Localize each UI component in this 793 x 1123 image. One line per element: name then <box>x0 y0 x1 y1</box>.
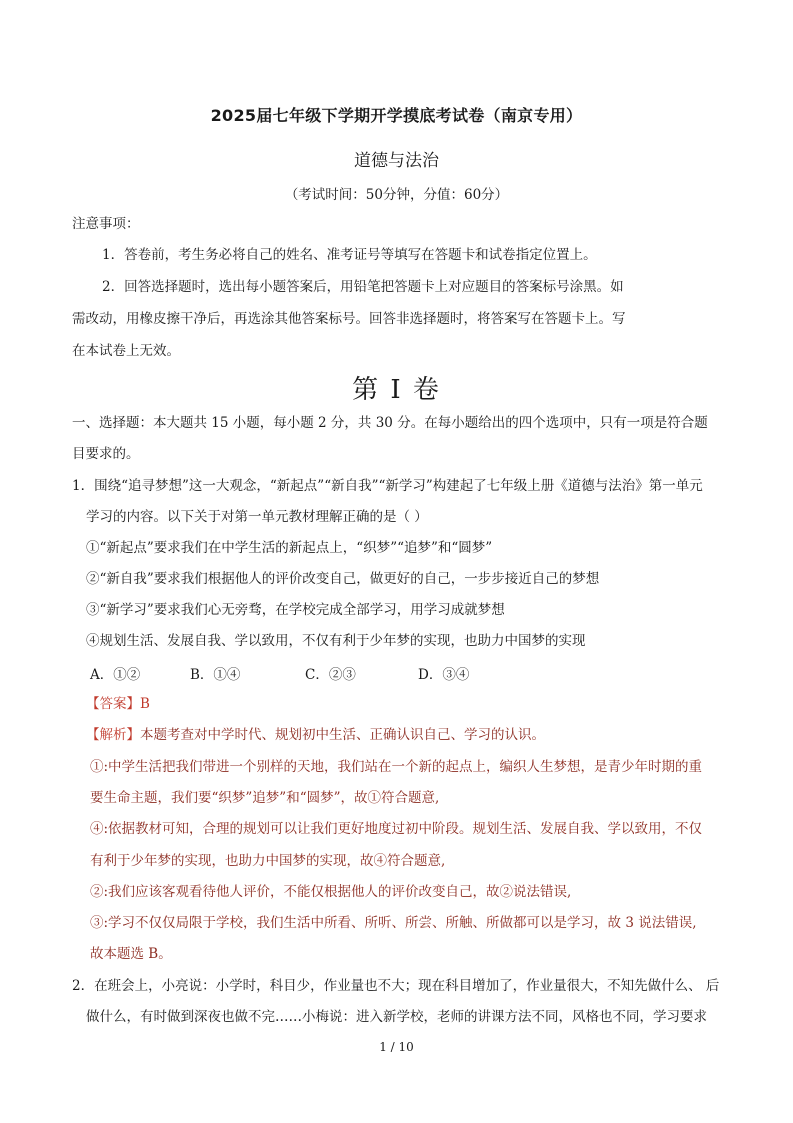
section-intro-line-1: 一、选择题：本大题共 15 小题，每小题 2 分，共 30 分。在每小题给出的四个选项中，只有一项是符合题 <box>72 415 708 431</box>
q1-explanation-1-line-1: ①:中学生活把我们带进一个别样的天地，我们站在一个新的起点上，编织人生梦想，是青少年时期的重 <box>90 759 703 775</box>
q1-stem-line-1: 1．围绕“追寻梦想”这一大观念，“新起点”“新自我”“新学习”构建起了七年级上册《道德与法治》第一单元 <box>72 478 703 494</box>
q1-statement-1: ①“新起点”要求我们在中学生活的新起点上，“织梦”“追梦”和“圆梦” <box>86 540 493 556</box>
notes-item-1: 1．答卷前，考生务必将自己的姓名、准考证号等填写在答题卡和试卷指定位置上。 <box>102 247 597 263</box>
notes-heading: 注意事项： <box>72 216 140 232</box>
q1-option-c: C．②③ <box>305 667 356 683</box>
q1-explanation-2-line-2: 有利于少年梦的实现，也助力中国梦的实现，故④符合题意, <box>90 853 446 869</box>
q1-explanation-1-line-2: 要生命主题，我们要“织梦”追梦”和“圆梦”，故①符合题意, <box>90 790 440 806</box>
q1-option-a: A．①② <box>90 667 141 683</box>
notes-item-2-line-3: 在本试卷上无效。 <box>72 343 180 359</box>
q1-statement-4: ④规划生活、发展自我、学以致用，不仅有利于少年梦的实现，也助力中国梦的实现 <box>86 633 586 649</box>
q1-option-b: B．①④ <box>190 667 241 683</box>
analysis-label: 【解析】 <box>86 727 140 743</box>
analysis-text: 本题考查对中学时代、规划初中生活、正确认识自己、学习的认识。 <box>140 727 545 743</box>
exam-title: 2025届七年级下学期开学摸底考试卷（南京专用） <box>210 106 583 125</box>
exam-info: （考试时间：50分钟，分值：60分） <box>284 187 509 203</box>
q2-stem-line-1: 2．在班会上，小亮说：小学时，科目少，作业量也不大；现在科目增加了，作业量很大，不知先做什么、 后 <box>72 978 720 994</box>
q1-option-d: D．③④ <box>418 667 470 683</box>
q1-explanation-4-line-2: 故本题选 B。 <box>90 946 172 962</box>
q1-explanation-4-line-1: ③:学习不仅仅局限于学校，我们生活中所看、所听、所尝、所触、所做都可以是学习，故 3 说法错误, <box>90 915 697 931</box>
notes-item-2-line-2: 需改动，用橡皮擦干净后，再选涂其他答案标号。回答非选择题时，将答案写在答题卡上。写 <box>72 311 626 327</box>
page-number: 1 / 10 <box>379 1040 414 1054</box>
q1-explanation-2-line-1: ④:依据教材可知，合理的规划可以让我们更好地度过初中阶段。规划生活、发展自我、学以致用，不仅 <box>90 821 703 837</box>
q2-stem-line-2: 做什么，有时做到深夜也做不完……小梅说：进入新学校，老师的讲课方法不同，风格也不同，学习要求 <box>86 1009 707 1025</box>
answer-value: B <box>140 696 150 712</box>
section-intro-line-2: 目要求的。 <box>72 446 140 462</box>
q1-analysis <box>86 725 545 745</box>
q1-statement-3: ③“新学习”要求我们心无旁骛，在学校完成全部学习，用学习成就梦想 <box>86 602 505 618</box>
q1-stem-line-2: 学习的内容。以下关于对第一单元教材理解正确的是（ ） <box>86 509 428 525</box>
q1-explanation-3: ②:我们应该客观看待他人评价，不能仅根据他人的评价改变自己，故②说法错误, <box>90 884 572 900</box>
section-heading: 第 I 卷 <box>352 375 441 405</box>
notes-item-2-line-1: 2．回答选择题时，选出每小题答案后，用铅笔把答题卡上对应题目的答案标号涂黑。如 <box>102 279 624 295</box>
q1-answer <box>86 694 150 714</box>
exam-subject: 道德与法治 <box>354 151 439 171</box>
answer-label: 【答案】 <box>86 696 140 712</box>
q1-statement-2: ②“新自我”要求我们根据他人的评价改变自己，做更好的自己，一步步接近自己的梦想 <box>86 571 600 587</box>
